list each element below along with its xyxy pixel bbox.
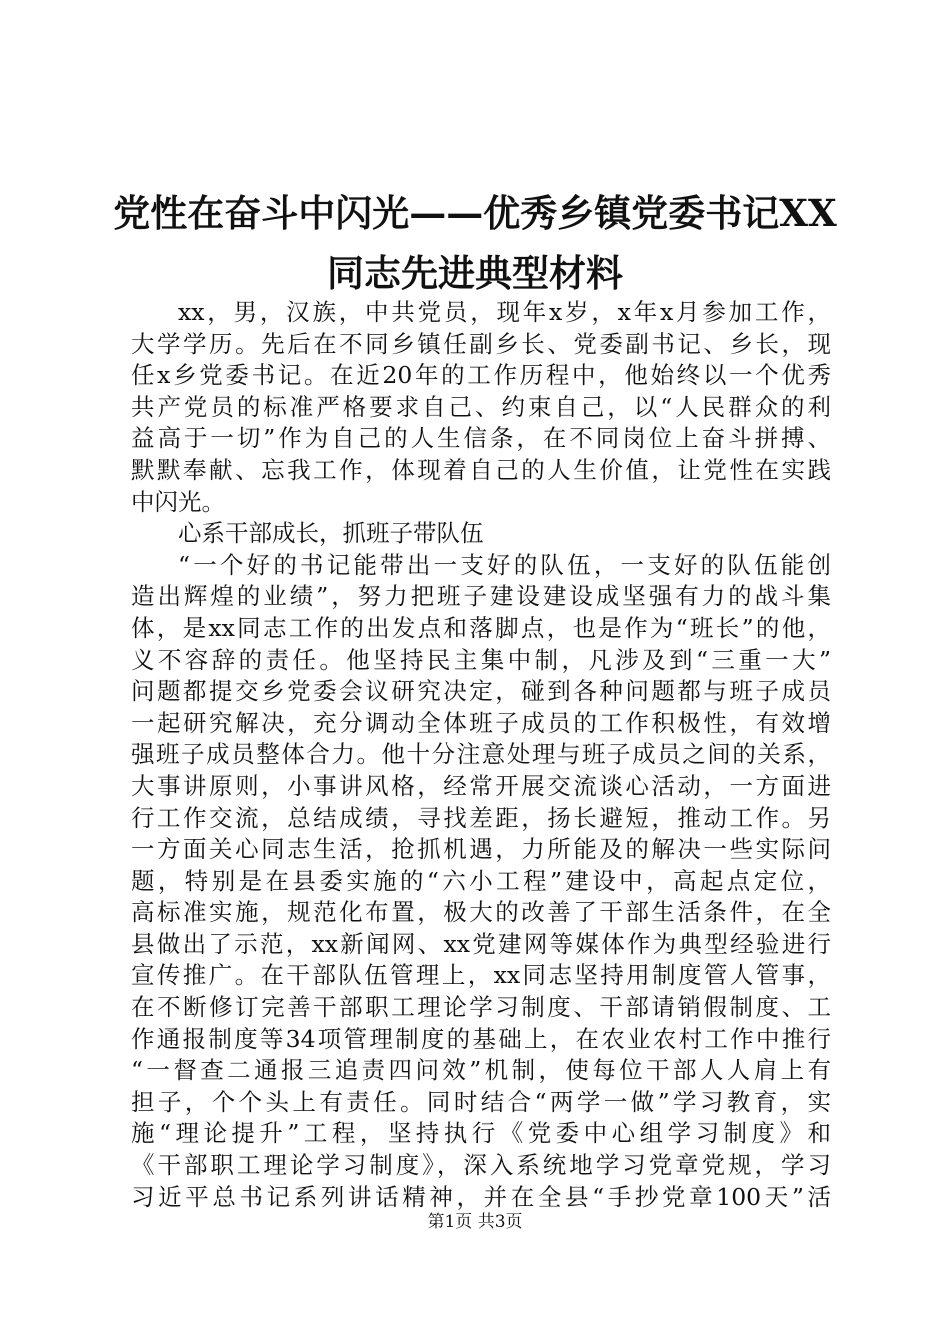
document-title-line-1: 党性在奋斗中闪光——优秀乡镇党委书记XX bbox=[113, 191, 837, 235]
body-line: 大学学历。先后在不同乡镇任副乡长、党委副书记、乡长，现 bbox=[131, 329, 831, 358]
body-line: 益高于一切”作为自己的人生信条，在不同岗位上奋斗拼搏、 bbox=[131, 424, 831, 453]
body-line: 体，是xx同志工作的出发点和落脚点，也是作为“班长”的他， bbox=[131, 613, 831, 642]
body-line: 任x乡党委书记。在近20年的工作历程中，他始终以一个优秀 bbox=[131, 361, 831, 390]
document-body bbox=[131, 297, 831, 1213]
body-line: 《干部职工理论学习制度》，深入系统地学习党章党规，学习 bbox=[131, 1151, 831, 1180]
body-line: 高标准实施，规范化布置，极大的改善了干部生活条件，在全 bbox=[131, 898, 831, 927]
body-line: 施“理论提升”工程，坚持执行《党委中心组学习制度》和 bbox=[131, 1119, 831, 1148]
body-line: 作通报制度等34项管理制度的基础上，在农业农村工作中推行 bbox=[131, 1024, 831, 1053]
body-line: 中闪光。 bbox=[131, 487, 225, 516]
body-line: 心系干部成长，抓班子带队伍 bbox=[178, 519, 484, 548]
body-line: 行工作交流，总结成绩，寻找差距，扬长避短，推动工作。另 bbox=[131, 803, 831, 832]
body-line: 习近平总书记系列讲话精神，并在全县“手抄党章100天”活 bbox=[131, 1182, 831, 1211]
body-line: “一督查二通报三追责四问效”机制，使每位干部人人肩上有 bbox=[131, 1056, 831, 1085]
body-line: 一方面关心同志生活，抢抓机遇，力所能及的解决一些实际问 bbox=[131, 835, 831, 864]
body-line: 义不容辞的责任。他坚持民主集中制，凡涉及到“三重一大” bbox=[131, 645, 831, 674]
body-line: 问题都提交乡党委会议研究决定，碰到各种问题都与班子成员 bbox=[131, 677, 831, 706]
body-line: 题，特别是在县委实施的“六小工程”建设中，高起点定位， bbox=[131, 866, 831, 895]
body-line: 强班子成员整体合力。他十分注意处理与班子成员之间的关系， bbox=[131, 740, 831, 769]
body-line: 在不断修订完善干部职工理论学习制度、干部请销假制度、工 bbox=[131, 993, 831, 1022]
body-line: 担子，个个头上有责任。同时结合“两学一做”学习教育，实 bbox=[131, 1087, 831, 1116]
body-line: “一个好的书记能带出一支好的队伍，一支好的队伍能创 bbox=[178, 550, 831, 579]
page-footer: 第1页 共3页 bbox=[427, 1212, 523, 1232]
body-line: 宣传推广。在干部队伍管理上，xx同志坚持用制度管人管事， bbox=[131, 961, 831, 990]
body-line: 大事讲原则，小事讲风格，经常开展交流谈心活动，一方面进 bbox=[131, 771, 831, 800]
body-line: 县做出了示范，xx新闻网、xx党建网等媒体作为典型经验进行 bbox=[131, 929, 831, 958]
document-title-line-2: 同志先进典型材料 bbox=[327, 251, 623, 295]
body-line: 一起研究解决，充分调动全体班子成员的工作积极性，有效增 bbox=[131, 708, 831, 737]
body-line: 造出辉煌的业绩”，努力把班子建设建设成坚强有力的战斗集 bbox=[131, 582, 831, 611]
body-line: 默默奉献、忘我工作，体现着自己的人生价值，让党性在实践 bbox=[131, 455, 831, 484]
body-line: 共产党员的标准严格要求自己、约束自己，以“人民群众的利 bbox=[131, 392, 831, 421]
body-line: xx，男，汉族，中共党员，现年x岁，x年x月参加工作， bbox=[178, 298, 831, 326]
